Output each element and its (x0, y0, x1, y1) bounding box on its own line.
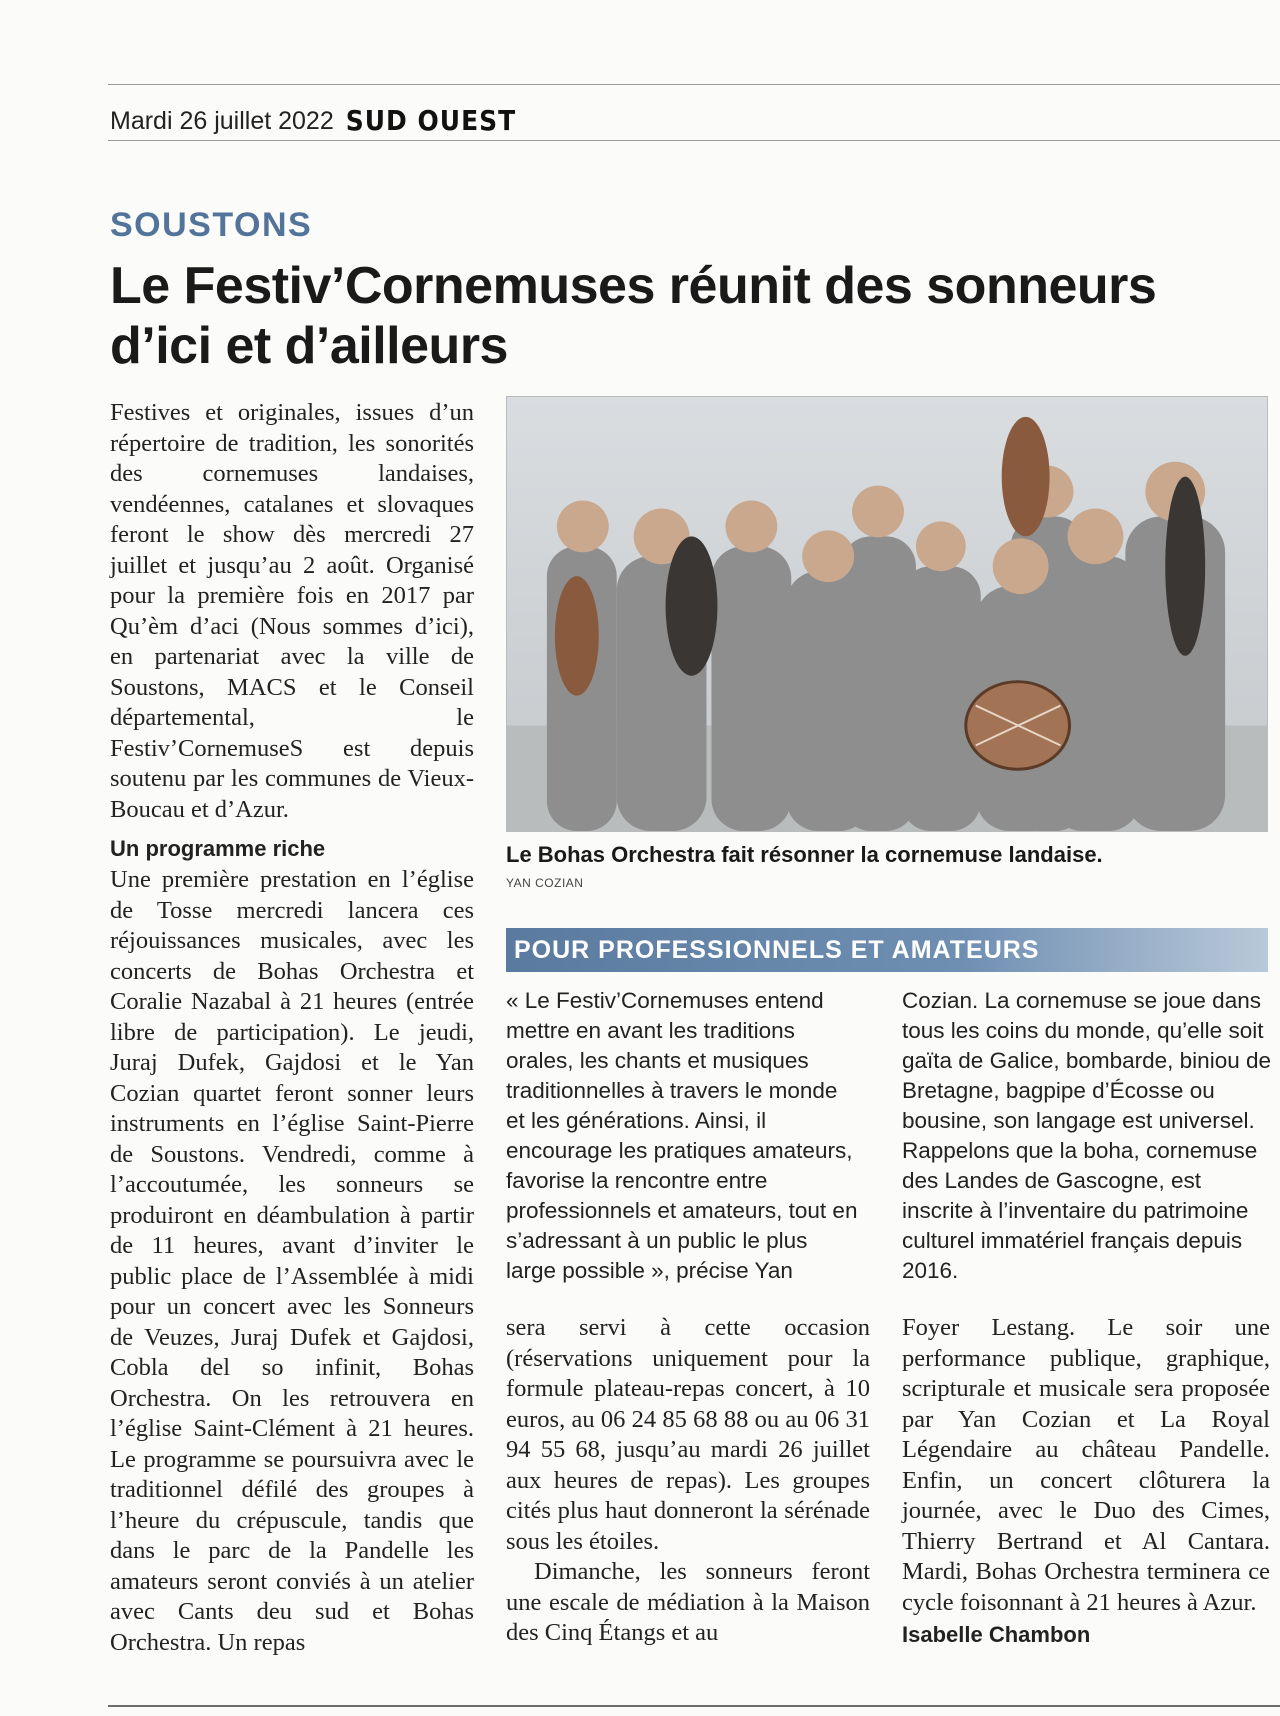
photo-illustration (507, 397, 1267, 831)
continued-left-paragraph-2: Dimanche, les sonneurs feront une escale de médiation à la Maison des Cinq Étangs et au (506, 1558, 870, 1646)
bottom-rule (108, 1705, 1280, 1707)
box-right-text: Cozian. La cornemuse se joue dans tous les coins du monde, qu’elle soit gaïta de Galice, bombarde, biniou de Bretagne, bagpipe d’Écosse ou bousine, son langage est universel. Rappelons que la boha, cornemuse des Landes de Gascogne, est inscrite à l’inventaire du patrimoine culturel immatériel français depuis 2016. (902, 988, 1271, 1283)
dateline (110, 106, 516, 136)
continued-right-column (902, 1313, 1270, 1651)
box-left-text: « Le Festiv’Cornemuses entend mettre en avant les traditions orales, les chants et musiques traditionnelles à travers le monde et les générations. Ainsi, il encourage les pratiques amateurs, favorise la rencontre entre professionnels et amateurs, tout en s’adressant à un public le plus large possible », précise Yan (506, 988, 858, 1283)
box-title: POUR PROFESSIONNELS ET AMATEURS (514, 935, 1040, 964)
photo-caption: Le Bohas Orchestra fait résonner la cornemuse landaise. (506, 842, 1103, 867)
programme-paragraph: Une première prestation en l’église de Tosse mercredi lancera ces réjouissances musicales, avec les concerts de Bohas Orchestra et Coralie Nazabal à 21 heures (entrée libre de participation). Le jeudi, Juraj Dufek, Gajdosi et le Yan Cozian quartet feront sonner leurs instruments en l’église Saint-Pierre de Soustons. Vendredi, comme à l’accoutumée, les sonneurs se produiront en déambulation à partir de 11 heures, avant d’inviter le public place de l’Assemblée à midi pour un concert avec les Sonneurs de Veuzes, Juraj Dufek et Gajdosi, Cobla del so infinit, Bohas Orchestra. On les retrouvera en l’église Saint-Clément à 21 heures. Le programme se poursuivra avec le traditionnel défilé des groupes à l’heure du crépuscule, tandis que dans le parc de la Pandelle les amateurs seront conviés à un atelier avec Cants deu sud et Bohas Orchestra. Un repas (110, 866, 474, 1656)
newspaper-name: SUD OUEST (345, 104, 517, 137)
intro-paragraph: Festives et originales, issues d’un répertoire de tradition, les sonorités des cornemuses landaises, vendéennes, catalanes et slovaques feront le show dès mercredi 27 juillet et jusqu’au 2 août. Organisé pour la première fois en 2017 par Qu’èm d’aci (Nous sommes d’ici), en partenariat avec la ville de Soustons, MACS et le Conseil départemental, le Festiv’CornemuseS est depuis soutenu par les communes de Vieux-Boucau et d’Azur. (110, 399, 474, 823)
header-rule (108, 140, 1280, 141)
publication-date: Mardi 26 juillet 2022 (110, 107, 334, 135)
headline: Le Festiv’Cornemuses réunit des sonneurs d’ici et d’ailleurs (110, 257, 1157, 375)
continued-left-column (506, 1313, 870, 1649)
photo-credit: YAN COZIAN (506, 876, 584, 890)
top-rule (108, 84, 1280, 85)
programme-column (110, 835, 474, 1658)
group-photo (506, 396, 1268, 832)
programme-subhead: Un programme riche (110, 836, 326, 861)
continued-right-paragraph: Foyer Lestang. Le soir une performance publique, graphique, scripturale et musicale sera proposée par Yan Cozian et La Royal Légendaire au château Pandelle. Enfin, un concert clôturera la journée, avec le Duo des Cimes, Thierry Bertrand et Al Cantara. Mardi, Bohas Orchestra terminera ce cycle foisonnant à 21 heures à Azur. (902, 1314, 1270, 1616)
section-kicker: SOUSTONS (110, 206, 313, 244)
box-title-band (506, 928, 1268, 972)
byline: Isabelle Chambon (902, 1622, 1091, 1647)
continued-left-paragraph-1: sera servi à cette occasion (réservations uniquement pour la formule plateau-repas concert, à 10 euros, au 06 24 85 68 88 ou au 06 31 94 55 68, jusqu’au mardi 26 juillet aux heures de repas). Les groupes cités plus haut donneront la sérénade sous les étoiles. (506, 1314, 870, 1555)
intro-column (110, 398, 474, 825)
